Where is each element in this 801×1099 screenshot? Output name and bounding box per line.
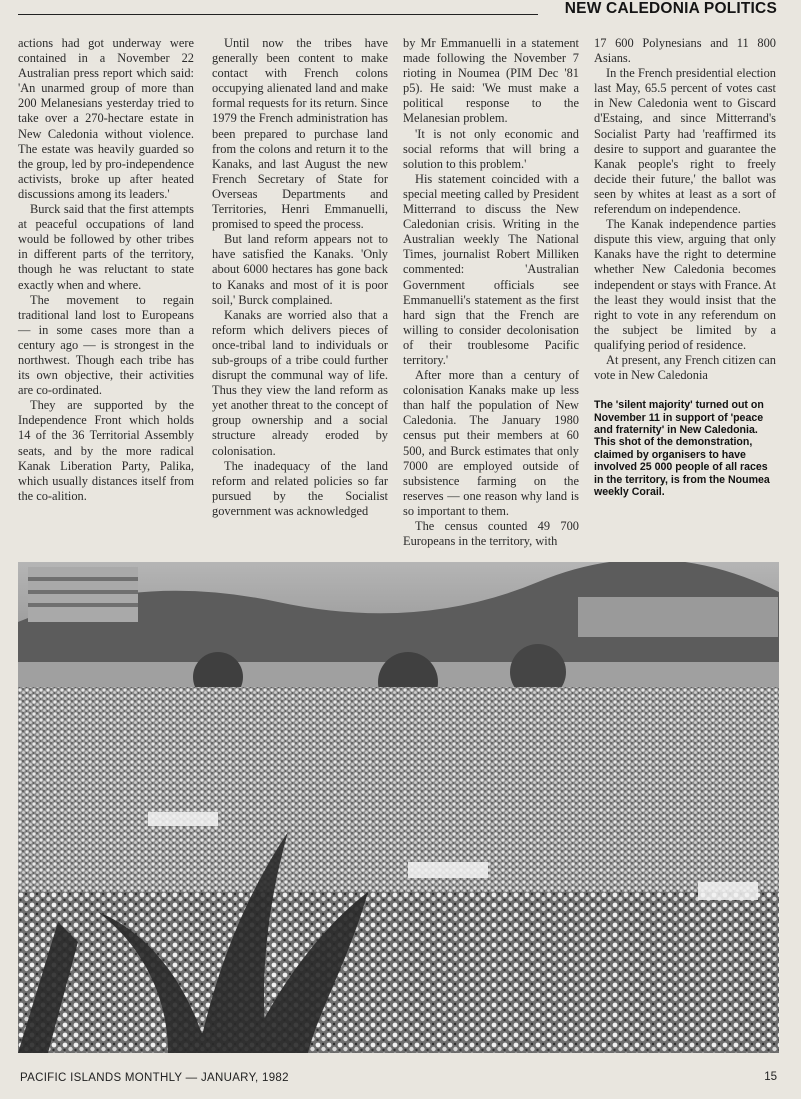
paragraph: But land reform appears not to have satisfied the Kanaks. 'Only about 6000 hectares has gone back to Kanaks and most of it is poor soil,' Burck complained. <box>212 232 388 307</box>
page-number: 15 <box>764 1071 777 1083</box>
paragraph: His statement coincided with a special meeting called by President Mitterrand to discuss the New Caledonian crisis. Writing in the Australian weekly The National Times, journalist Robert Milliken commented: 'Australian Government officials see Emmanuelli's statement as the first hard sign that the French are willing to consider decolonisation of their troublesome Pacific territory.' <box>403 171 579 367</box>
crowd-photo <box>18 562 779 1053</box>
article-column-2 <box>212 36 388 519</box>
paragraph: At present, any French citizen can vote in New Caledonia <box>594 352 776 383</box>
paragraph: The inadequacy of the land reform and related policies so far pursued by the Socialist government was acknowledged <box>212 458 388 518</box>
section-title: NEW CALEDONIA POLITICS <box>564 0 777 17</box>
paragraph: by Mr Emmanuelli in a statement made following the November 7 rioting in Noumea (PIM Dec '81 p5). He said: 'We must make a political response to the Melanesian problem. <box>403 36 579 126</box>
article-column-3 <box>403 36 579 549</box>
paragraph: actions had got underway were contained in a November 22 Australian press report which said: 'An unarmed group of more than 200 Melanesians yesterday tried to take over a 270-hectare estate in New Caledonia without violence. The estate was heavily guarded so the group, led by pro-independence activists, broke up after heated discussions among its leaders.' <box>18 36 194 201</box>
paragraph: They are supported by the Independence Front which holds 14 of the 36 Territorial Assembly seats, and by the more radical Kanak Liberation Party, Palika, which usually distances itself from the co-alition. <box>18 398 194 503</box>
paragraph: The Kanak independence parties dispute this view, arguing that only Kanaks have the right to determine whether New Caledonia becomes independent or stays with France. At the least they would insist that the right to vote in any referendum on the subject be limited by a qualifying period of residence. <box>594 217 776 352</box>
article-column-4 <box>594 36 776 498</box>
header-rule <box>18 14 538 15</box>
paragraph: The movement to regain traditional land lost to Europeans — in some cases more than a century ago — is strongest in the northwest. Though each tribe has its own objective, their activities are co-ordinated. <box>18 292 194 398</box>
paragraph: Until now the tribes have generally been content to make contact with French colons occupying alienated land and make formal requests for its return. Since 1979 the French administration has been prepared to purchase land from the colons and return it to the Kanaks, and last August the new French Secretary of State for Overseas Departments and Territories, Henri Emmanuelli, promised to speed the process. <box>212 36 388 232</box>
paragraph: Burck said that the first attempts at peaceful occupations of land would be followed by other tribes in different parts of the territory, though he was reluctant to state exactly when and where. <box>18 202 194 292</box>
paragraph: 17 600 Polynesians and 11 800 Asians. <box>594 36 776 66</box>
paragraph: Kanaks are worried also that a reform which delivers pieces of once-tribal land to individuals or sub-groups of a tribe could further disrupt the communal way of life. Thus they view the land reform as yet another threat to the concept of group ownership and a social structure already eroded by colonisation. <box>212 307 388 458</box>
paragraph: The census counted 49 700 Europeans in the territory, with <box>403 519 579 549</box>
paragraph: In the French presidential election last May, 65.5 percent of votes cast in New Caledonia went to Giscard d'Estaing, and since Mitterrand's Socialist Party had 'reaffirmed its desire to support and guarantee the Kanak people's right to freely decide their future,' the ballot was seen by whites at least as a sort of referendum on independence. <box>594 66 776 217</box>
footer-publication: PACIFIC ISLANDS MONTHLY — JANUARY, 1982 <box>20 1072 289 1084</box>
paragraph: After more than a century of colonisation Kanaks make up less than half the population of New Caledonia. The January 1980 census put their members at 60 500, and Burck estimates that only 7000 are employed outside of subsistence farming on the reserves — one reason why land is so important to them. <box>403 368 579 518</box>
paragraph: 'It is not only economic and social reforms that will bring a solution to this problem.' <box>403 126 579 171</box>
photo-caption: The 'silent majority' turned out on November 11 in support of 'peace and fraternity' in New Caledonia. This shot of the demonstration, claimed by organisers to have involved 25 000 people of all races in the territory, is from the Noumea weekly Corail. <box>594 399 770 498</box>
article-column-1 <box>18 36 194 504</box>
